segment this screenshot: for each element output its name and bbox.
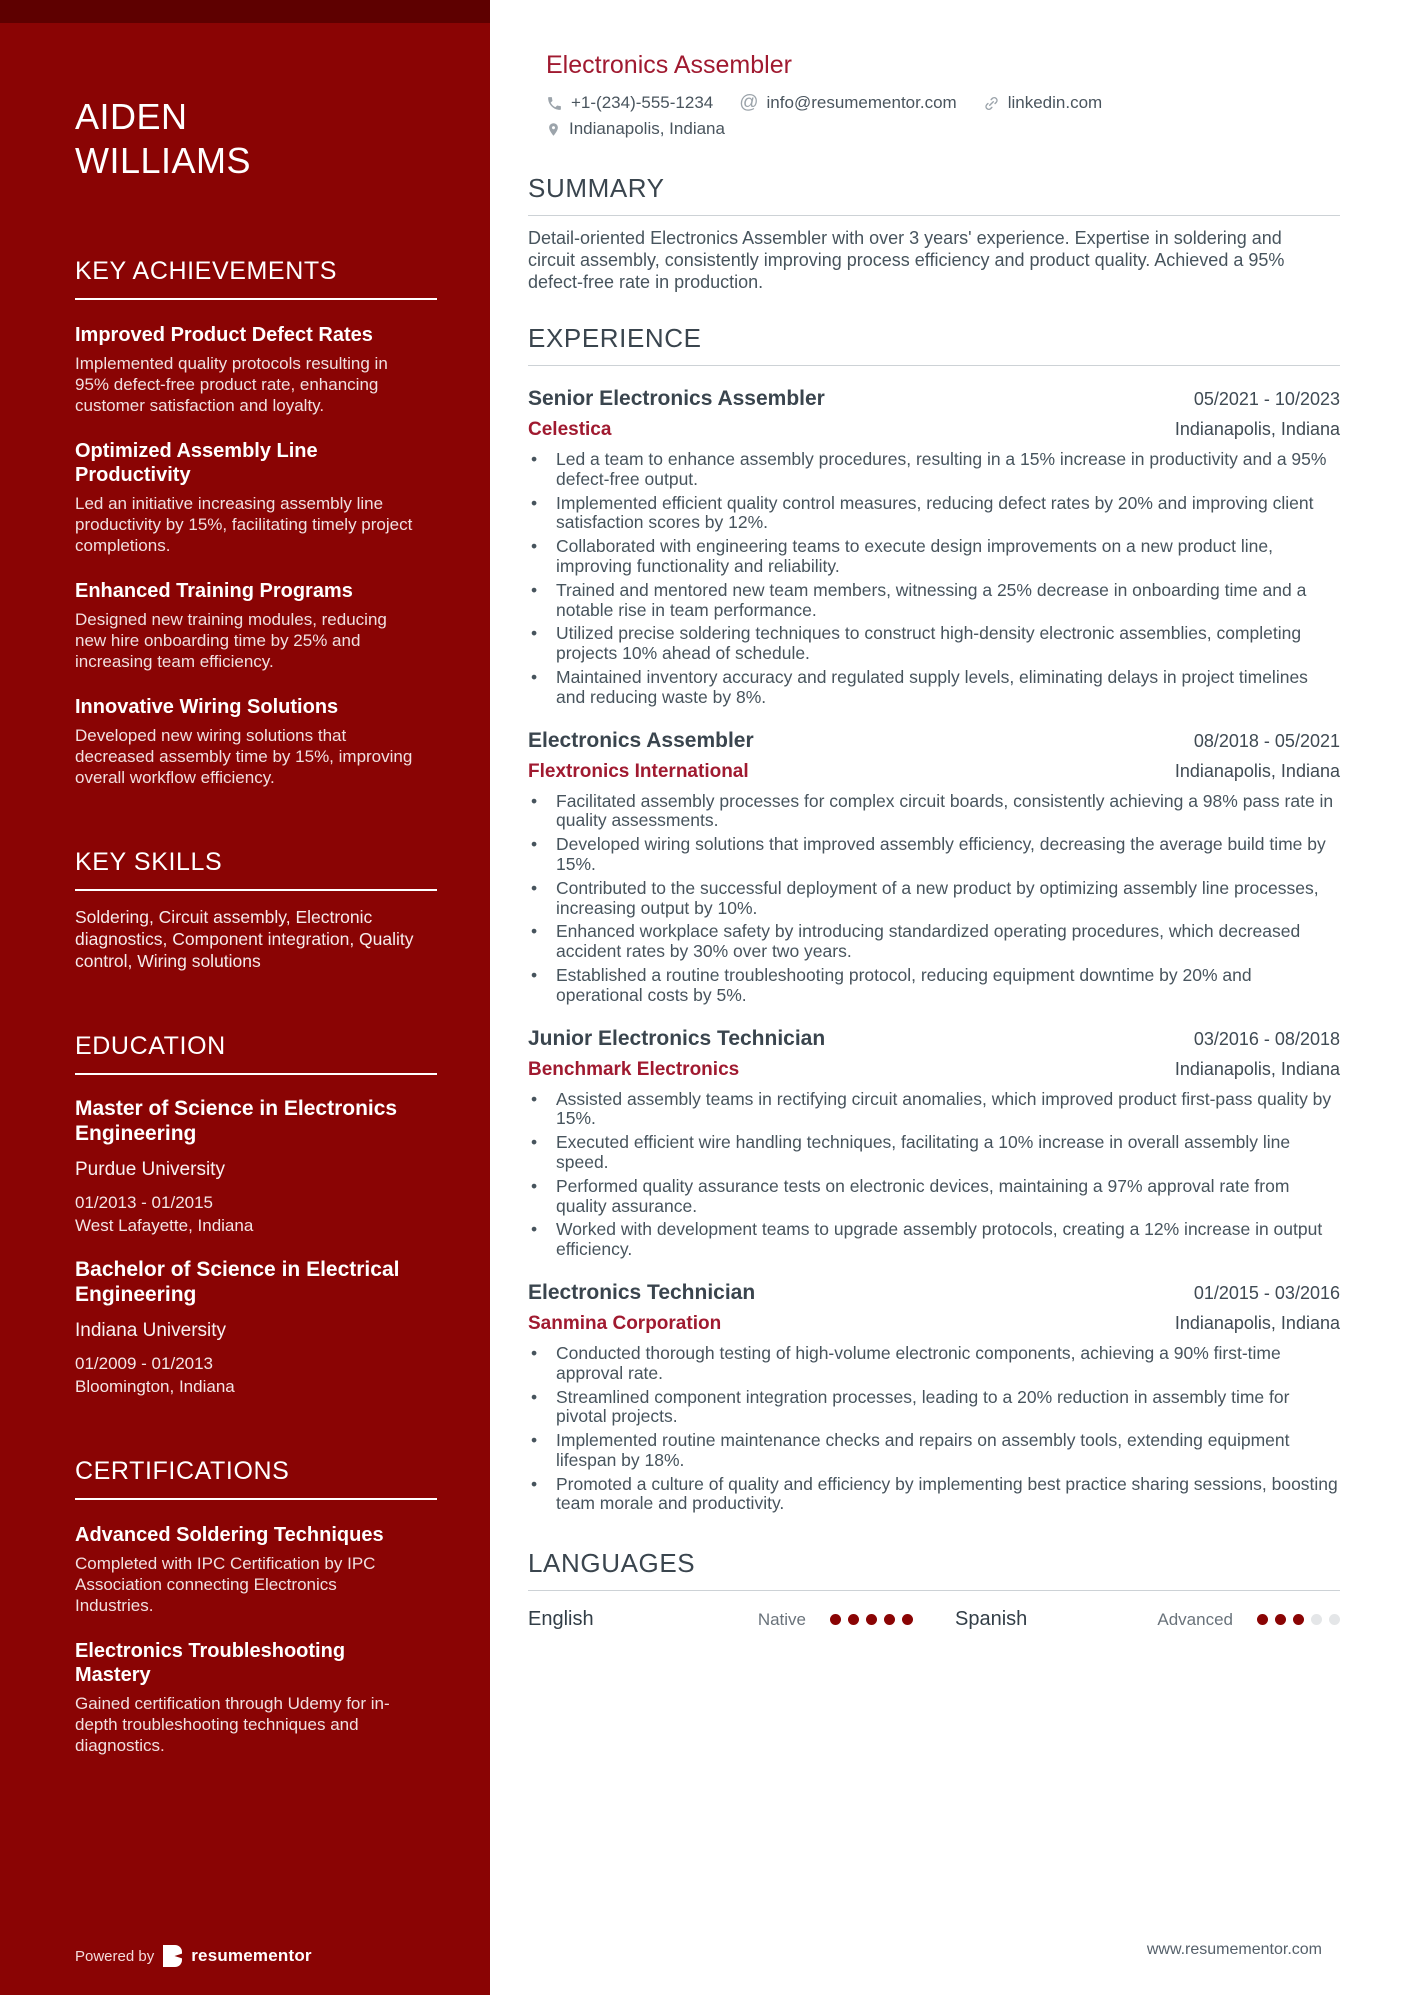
education-location: Bloomington, Indiana [75,1377,235,1396]
job-bullets [528,1090,1340,1260]
candidate-first-name: AIDEN [75,96,188,137]
email-address[interactable]: info@resumementor.com [766,93,957,112]
achievement-item [75,695,440,788]
education-heading: EDUCATION [75,1032,226,1060]
certifications-section [75,1457,440,1756]
proficiency-dots [1257,1614,1340,1625]
bullet-item: • Executed efficient wire handling techniques, facilitating a 10% increase in overall assembly line speed. [528,1133,1340,1173]
job-location: Indianapolis, Indiana [1174,1058,1340,1079]
job-entry [528,729,1340,1006]
job-header [528,729,1340,753]
bullet-item: • Led a team to enhance assembly procedures, resulting in a 15% increase in productivity and a 95% defect-free output. [528,450,1340,490]
certification-description: Completed with IPC Certification by IPC Association connecting Electronics Industries. [75,1554,376,1615]
candidate-last-name: WILLIAMS [75,140,252,181]
company-name: Sanmina Corporation [528,1312,722,1334]
proficiency-dot-filled [884,1614,895,1625]
certification-title: Electronics Troubleshooting Mastery [75,1640,346,1686]
job-dates: 01/2015 - 03/2016 [1193,1282,1340,1303]
experience-section [528,323,1340,1514]
language-name: Spanish [955,1608,1028,1631]
job-location: Indianapolis, Indiana [1174,760,1340,781]
email-contact[interactable] [739,92,956,114]
key-achievements-section [75,257,440,788]
section-divider [75,1498,437,1500]
language-level: Native [757,1609,806,1629]
bullet-item: • Collaborated with engineering teams to execute design improvements on a new product line, improving functionality and reliability. [528,537,1340,577]
job-entry [528,387,1340,708]
section-divider [528,215,1340,216]
achievement-item [75,439,440,556]
achievement-title: Improved Product Defect Rates [75,324,373,346]
proficiency-dot-filled [1293,1614,1304,1625]
job-bullets [528,1344,1340,1514]
key-skills-section [75,848,440,972]
section-divider [528,1590,1340,1591]
bullet-item: • Enhanced workplace safety by introducing standardized operating procedures, which decreased accident rates by 30% over two years. [528,922,1340,962]
certifications-heading: CERTIFICATIONS [75,1457,290,1485]
powered-by-label: Powered by [75,1947,155,1965]
bullet-item: • Promoted a culture of quality and efficiency by implementing best practice sharing sessions, boosting team morale and productivity. [528,1475,1340,1515]
job-subheader [528,1059,1340,1081]
degree-title: Bachelor of Science in Electrical Engineering [75,1258,400,1306]
education-location: West Lafayette, Indiana [75,1216,254,1235]
education-item [75,1096,440,1236]
proficiency-dot-filled [1257,1614,1268,1625]
job-entry [528,1027,1340,1260]
bullet-item: • Utilized precise soldering techniques to construct high-density electronic assemblies, completing projects 10% ahead of schedule. [528,624,1340,664]
phone-contact [546,93,713,113]
job-dates: 08/2018 - 05/2021 [1193,730,1340,751]
proficiency-dots [830,1614,913,1625]
certification-description: Gained certification through Udemy for in-depth troubleshooting techniques and diagnostics. [75,1694,390,1755]
section-divider [528,365,1340,366]
proficiency-dot-empty [1329,1614,1340,1625]
job-title: Senior Electronics Assembler [528,387,825,410]
contact-row [546,92,1340,114]
job-bullets [528,792,1340,1006]
candidate-name [75,95,440,183]
proficiency-dot-filled [1275,1614,1286,1625]
job-header [528,1027,1340,1051]
experience-heading: EXPERIENCE [528,323,702,353]
achievement-description: Designed new training modules, reducing new hire onboarding time by 25% and increasing team efficiency. [75,610,387,671]
linkedin-url[interactable]: linkedin.com [1007,93,1103,112]
job-location: Indianapolis, Indiana [1174,419,1340,439]
bullet-item: • Facilitated assembly processes for complex circuit boards, consistently achieving a 98% pass rate in quality assessments. [528,792,1340,832]
bullet-item: • Maintained inventory accuracy and regulated supply levels, eliminating delays in project timelines and reducing waste by 8%. [528,668,1340,708]
phone-icon [546,95,563,112]
certification-item [75,1639,440,1756]
contact-row [546,119,1340,139]
phone-number: +1-(234)-555-1234 [571,93,714,112]
link-icon [983,95,1000,112]
section-divider [75,298,437,300]
job-subheader [528,1313,1340,1335]
job-entry [528,1281,1340,1514]
sidebar [0,0,490,1995]
language-name: English [528,1608,594,1631]
degree-title: Master of Science in Electronics Engineering [75,1097,398,1145]
proficiency-dot-empty [1311,1614,1322,1625]
education-dates: 01/2009 - 01/2013 [75,1354,214,1373]
job-title: Electronics Assembler [528,728,754,752]
education-item [75,1257,440,1397]
skills-list: Soldering, Circuit assembly, Electronic diagnostics, Component integration, Quality control, Wiring solutions [75,907,414,971]
bullet-item: • Established a routine troubleshooting protocol, reducing equipment downtime by 20% and operational costs by 5%. [528,966,1340,1006]
languages-section [528,1548,1340,1631]
job-dates: 03/2016 - 08/2018 [1193,1028,1340,1049]
job-subheader [528,419,1340,441]
location-text: Indianapolis, Indiana [569,119,725,138]
bullet-item: • Trained and mentored new team members, witnessing a 25% decrease in onboarding time and a notable rise in team performance. [528,581,1340,621]
achievement-description: Led an initiative increasing assembly line productivity by 15%, facilitating timely project completions. [75,494,413,555]
proficiency-dot-filled [866,1614,877,1625]
summary-heading: SUMMARY [528,173,665,203]
achievement-item [75,579,440,672]
achievement-description: Implemented quality protocols resulting in 95% defect-free product rate, enhancing customer satisfaction and loyalty. [75,354,388,415]
company-name: Celestica [528,419,612,440]
bullet-item: • Streamlined component integration processes, leading to a 20% reduction in assembly time for pivotal projects. [528,1388,1340,1428]
section-divider [75,889,437,891]
resume-header [546,50,1340,139]
job-header [528,1281,1340,1305]
bullet-item: • Implemented routine maintenance checks and repairs on assembly tools, extending equipment lifespan by 18%. [528,1431,1340,1471]
proficiency-dot-filled [848,1614,859,1625]
top-accent-band [0,0,490,23]
proficiency-dot-filled [902,1614,913,1625]
summary-text: Detail-oriented Electronics Assembler with over 3 years' experience. Expertise in soldering and circuit assembly, consistently improving process efficiency and product quality. Achieved a 95% defect-free rate in production. [528,228,1285,292]
achievement-item [75,323,440,416]
key-achievements-heading: KEY ACHIEVEMENTS [75,257,337,285]
company-name: Benchmark Electronics [528,1058,740,1080]
main-content [490,0,1410,1631]
resume-job-title: Electronics Assembler [546,51,792,79]
bullet-item: • Worked with development teams to upgrade assembly protocols, creating a 12% increase in output efficiency. [528,1220,1340,1260]
job-dates: 05/2021 - 10/2023 [1193,389,1340,409]
language-level: Advanced [1157,1609,1233,1629]
at-icon: @ [739,92,759,113]
section-divider [75,1073,437,1075]
school-name: Indiana University [75,1320,227,1341]
job-location: Indianapolis, Indiana [1174,1312,1340,1333]
job-header [528,387,1340,411]
powered-by-footer [75,1945,312,1967]
summary-section [528,173,1340,293]
job-bullets [528,450,1340,708]
proficiency-dot-filled [830,1614,841,1625]
certification-title: Advanced Soldering Techniques [75,1524,384,1546]
languages-heading: LANGUAGES [528,1548,696,1579]
achievement-description: Developed new wiring solutions that decreased assembly time by 15%, improving overall workflow efficiency. [75,726,413,787]
bullet-item: • Developed wiring solutions that improved assembly efficiency, decreasing the average build time by 15%. [528,835,1340,875]
site-url[interactable]: www.resumementor.com [1146,1941,1322,1958]
language-item [528,1608,913,1631]
linkedin-contact[interactable] [983,93,1103,113]
bullet-item: • Contributed to the successful deployment of a new product by optimizing assembly line processes, increasing output by 10%. [528,879,1340,919]
achievement-title: Innovative Wiring Solutions [75,696,339,718]
job-subheader [528,761,1340,783]
bullet-item: • Assisted assembly teams in rectifying circuit anomalies, which improved product first-pass quality by 15%. [528,1090,1340,1130]
languages-grid [528,1608,1340,1631]
location-contact [546,119,725,139]
resumementor-logo-icon [163,1945,182,1967]
achievement-title: Enhanced Training Programs [75,580,353,602]
bullet-item: • Implemented efficient quality control measures, reducing defect rates by 20% and improving client satisfaction scores by 12%. [528,494,1340,534]
education-dates: 01/2013 - 01/2015 [75,1193,214,1212]
location-pin-icon [546,121,561,138]
certification-item [75,1523,440,1616]
language-item [955,1608,1340,1631]
achievement-title: Optimized Assembly Line Productivity [75,440,318,486]
education-section [75,1032,440,1397]
job-title: Electronics Technician [528,1280,756,1304]
contact-block [546,92,1340,139]
brand-name: resumementor [191,1946,312,1965]
company-name: Flextronics International [528,760,749,782]
bullet-item: • Conducted thorough testing of high-volume electronic components, achieving a 90% first-time approval rate. [528,1344,1340,1384]
bullet-item: • Performed quality assurance tests on electronic devices, maintaining a 97% approval rate from quality assurance. [528,1177,1340,1217]
job-title: Junior Electronics Technician [528,1026,826,1050]
school-name: Purdue University [75,1159,225,1180]
key-skills-heading: KEY SKILLS [75,848,223,876]
